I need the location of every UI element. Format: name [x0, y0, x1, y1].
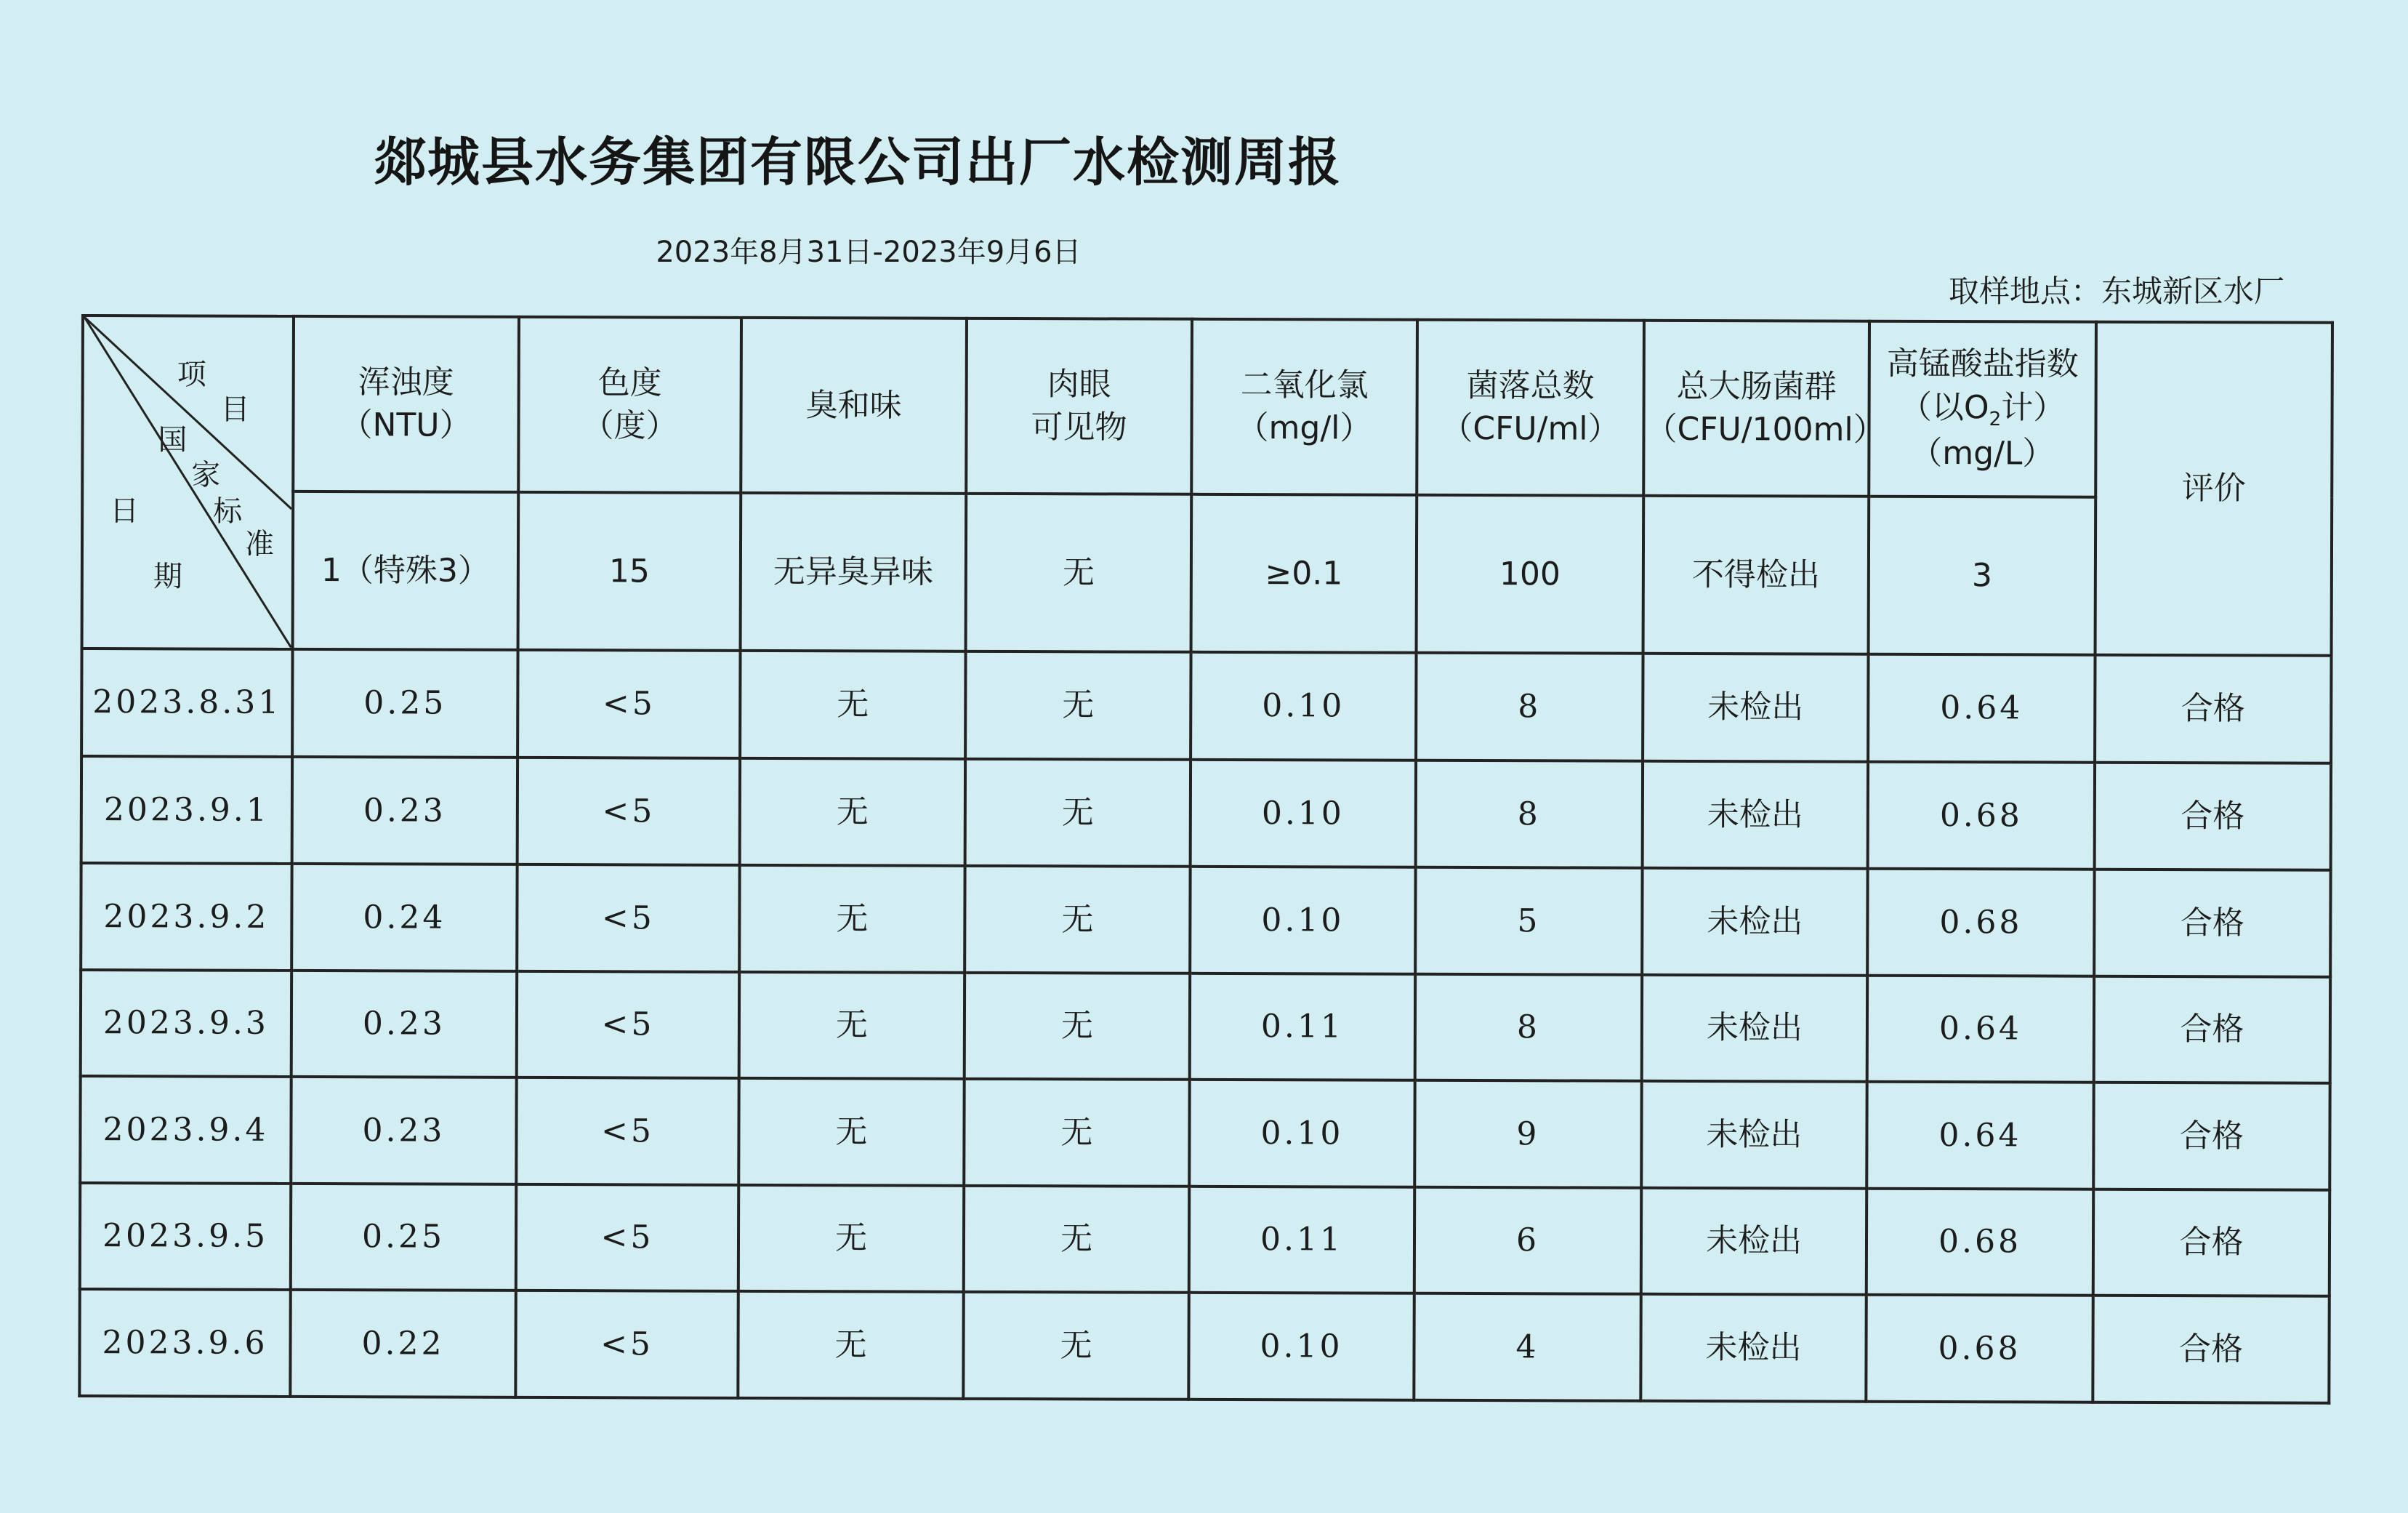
- row-permanganate: 0.64: [1868, 654, 2095, 763]
- row-coliform: 未检出: [1641, 1187, 1867, 1295]
- table-row: [81, 649, 2331, 763]
- row-chlorine-dioxide: 0.10: [1191, 760, 1416, 867]
- row-coliform: 未检出: [1643, 654, 1868, 763]
- col-unit: [1871, 385, 2095, 432]
- row-color: <5: [515, 1291, 738, 1398]
- standard-visible: 无: [966, 494, 1192, 652]
- row-visible: 无: [965, 759, 1191, 867]
- row-evaluation: 合格: [2093, 1296, 2329, 1403]
- col-header-permanganate: [1869, 321, 2096, 497]
- row-evaluation: 合格: [2094, 870, 2330, 977]
- row-permanganate: 0.64: [1867, 975, 2094, 1083]
- col-unit: （mg/L）: [1910, 435, 2055, 473]
- row-evaluation: 合格: [2095, 763, 2331, 870]
- row-colony: 9: [1414, 1080, 1641, 1188]
- row-color: <5: [516, 1077, 738, 1185]
- col-unit: 可见物: [1031, 409, 1127, 447]
- col-name: 二氧化氯: [1240, 366, 1369, 404]
- standard-chlorine-dioxide: ≥0.1: [1191, 494, 1417, 653]
- col-header-odor: [741, 318, 967, 494]
- row-color: <5: [517, 864, 739, 972]
- row-visible: 无: [963, 1292, 1188, 1400]
- row-turbidity: 0.24: [291, 864, 517, 971]
- col-header-color: [518, 317, 741, 493]
- row-coliform: 未检出: [1641, 1081, 1867, 1189]
- corner-standard-char: 标: [213, 494, 243, 529]
- row-turbidity: 0.25: [291, 1184, 516, 1291]
- standard-color: 15: [518, 492, 741, 651]
- row-visible: 无: [964, 1186, 1189, 1293]
- standard-turbidity: 1（特殊3）: [293, 491, 519, 650]
- row-permanganate: 0.68: [1867, 1188, 2093, 1296]
- row-coliform: 未检出: [1642, 974, 1867, 1082]
- row-turbidity: 0.23: [292, 757, 518, 864]
- row-visible: 无: [965, 651, 1191, 760]
- table-row: [79, 1289, 2329, 1402]
- row-coliform: 未检出: [1643, 761, 1868, 869]
- row-chlorine-dioxide: 0.10: [1188, 1293, 1414, 1400]
- row-date: 2023.9.4: [80, 1076, 291, 1183]
- row-chlorine-dioxide: 0.10: [1191, 652, 1416, 761]
- row-chlorine-dioxide: 0.10: [1189, 1080, 1414, 1187]
- col-header-evaluation: 评价: [2095, 322, 2332, 656]
- col-header-visible: [966, 318, 1192, 494]
- row-evaluation: 合格: [2093, 1189, 2330, 1296]
- corner-item-char: 目: [220, 393, 250, 427]
- header-row: [82, 316, 2332, 498]
- row-coliform: 未检出: [1640, 1294, 1866, 1402]
- row-visible: 无: [965, 866, 1190, 974]
- row-date: 2023.9.6: [79, 1289, 290, 1397]
- row-odor: 无: [740, 758, 965, 866]
- col-name: 臭和味: [805, 386, 902, 425]
- table-row: [81, 756, 2331, 870]
- row-date: 2023.9.3: [81, 970, 291, 1077]
- row-evaluation: 合格: [2093, 1083, 2330, 1190]
- col-name: 浑浊度: [358, 364, 454, 401]
- col-name: 色度: [597, 364, 662, 402]
- row-permanganate: 0.68: [1866, 1295, 2093, 1402]
- row-visible: 无: [965, 972, 1190, 1080]
- row-colony: 8: [1416, 760, 1643, 868]
- table-row: [80, 1076, 2330, 1189]
- row-color: <5: [518, 650, 740, 759]
- col-header-chlorine-dioxide: [1191, 319, 1417, 495]
- row-turbidity: 0.23: [291, 1077, 516, 1184]
- row-odor: 无: [738, 1185, 964, 1293]
- row-chlorine-dioxide: 0.11: [1189, 1187, 1414, 1294]
- col-header-coliform: [1643, 321, 1885, 497]
- sampling-location: 取样地点：东城新区水厂: [1948, 273, 2284, 309]
- row-odor: 无: [738, 1078, 964, 1186]
- col-unit: （CFU/ml）: [1441, 410, 1620, 449]
- report-date-range: 2023年8月31日-2023年9月6日: [656, 236, 1082, 269]
- row-evaluation: 合格: [2094, 976, 2330, 1083]
- row-colony: 8: [1416, 653, 1643, 762]
- col-unit: （NTU）: [340, 406, 472, 445]
- col-header-colony: [1417, 320, 1644, 496]
- col-unit: （度）: [581, 407, 678, 446]
- row-odor: 无: [740, 651, 965, 760]
- col-name: 肉眼: [1047, 366, 1111, 404]
- row-date: 2023.9.5: [80, 1183, 291, 1290]
- row-color: <5: [517, 971, 739, 1078]
- col-unit-pre: （以O: [1899, 388, 1989, 427]
- row-odor: 无: [738, 1291, 963, 1399]
- row-turbidity: 0.22: [290, 1290, 515, 1397]
- row-chlorine-dioxide: 0.11: [1190, 973, 1415, 1080]
- standard-coliform: 不得检出: [1643, 496, 1869, 654]
- corner-header-cell: [82, 316, 294, 649]
- row-colony: 6: [1414, 1187, 1641, 1295]
- table-row: [81, 970, 2330, 1083]
- water-quality-table: [78, 314, 2334, 1405]
- row-colony: 5: [1415, 867, 1642, 975]
- col-unit-sub: 2: [1989, 407, 2002, 430]
- col-unit: （mg/l）: [1236, 409, 1372, 448]
- row-turbidity: 0.25: [292, 649, 518, 758]
- col-name: 总大肠菌群: [1676, 367, 1837, 406]
- row-color: <5: [518, 758, 740, 865]
- row-colony: 4: [1414, 1293, 1640, 1401]
- col-name: 菌落总数: [1466, 367, 1595, 405]
- row-color: <5: [516, 1184, 738, 1292]
- col-unit: （CFU/100ml）: [1645, 411, 1885, 449]
- row-permanganate: 0.68: [1867, 869, 2094, 976]
- corner-standard-char: 准: [244, 527, 275, 561]
- row-colony: 8: [1415, 974, 1642, 1081]
- row-date: 2023.8.31: [81, 649, 292, 758]
- corner-date-char: 日: [110, 494, 140, 529]
- row-permanganate: 0.68: [1868, 762, 2095, 870]
- row-date: 2023.9.2: [81, 863, 291, 970]
- corner-item-char: 项: [177, 358, 206, 392]
- row-odor: 无: [739, 971, 965, 1079]
- corner-standard-char: 家: [191, 458, 221, 492]
- standard-row: [82, 491, 2332, 656]
- row-permanganate: 0.64: [1867, 1082, 2093, 1189]
- row-evaluation: 合格: [2095, 655, 2331, 764]
- table-row: [81, 863, 2330, 976]
- row-turbidity: 0.23: [291, 971, 517, 1078]
- table-row: [80, 1183, 2330, 1296]
- corner-date-char: 期: [153, 560, 182, 594]
- row-coliform: 未检出: [1642, 868, 1867, 976]
- row-date: 2023.9.1: [81, 756, 292, 863]
- col-header-turbidity: [293, 316, 519, 492]
- standard-colony: 100: [1417, 495, 1644, 654]
- corner-standard-char: 国: [158, 423, 188, 457]
- row-visible: 无: [964, 1079, 1189, 1187]
- standard-permanganate: 3: [1869, 497, 2096, 655]
- row-chlorine-dioxide: 0.10: [1190, 867, 1415, 974]
- standard-odor: 无异臭异味: [741, 493, 967, 651]
- col-name: 高锰酸盐指数: [1886, 345, 2079, 384]
- row-odor: 无: [739, 865, 965, 973]
- col-unit-post: 计）: [2001, 389, 2066, 427]
- report-title: 郯城县水务集团有限公司出厂水检测周报: [373, 132, 1342, 193]
